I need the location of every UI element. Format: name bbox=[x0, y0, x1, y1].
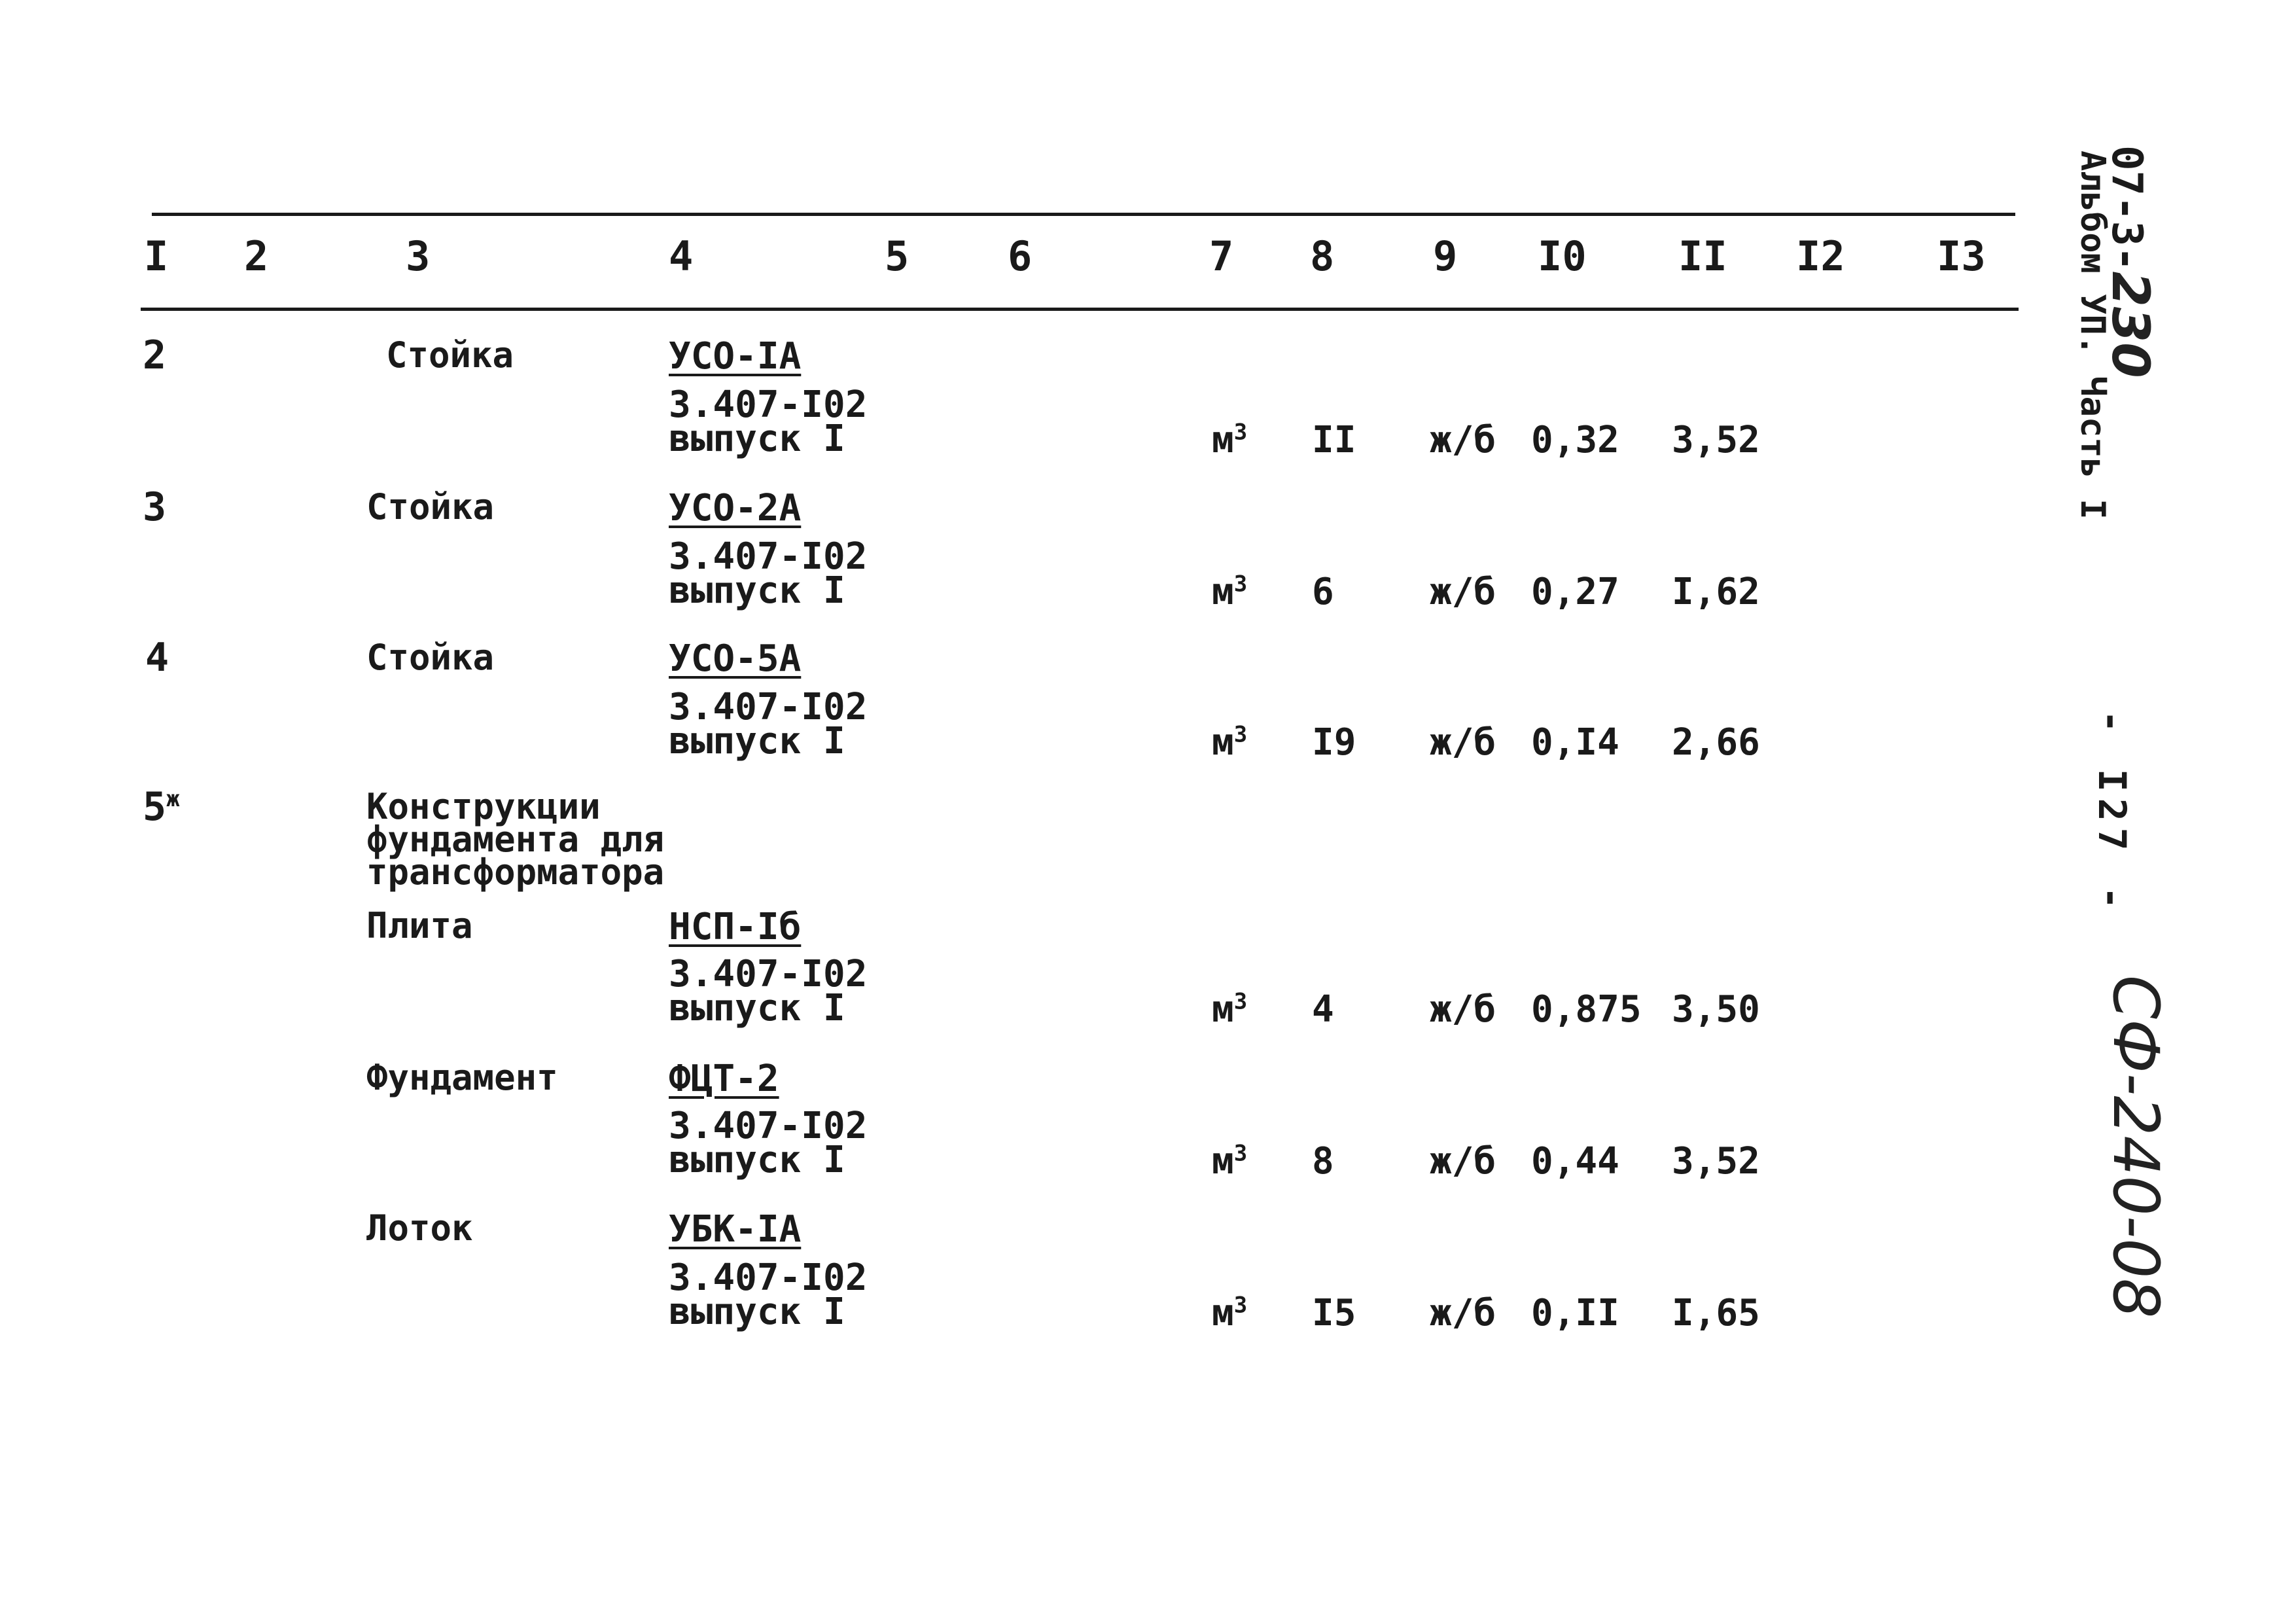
group-name-line-3: трансформатора bbox=[366, 851, 665, 893]
column-header-7: 7 bbox=[1209, 232, 1234, 280]
item-issue: выпуск I bbox=[669, 1139, 845, 1181]
page-number: - I27 - bbox=[2090, 710, 2134, 916]
column-header-9: 9 bbox=[1433, 232, 1458, 280]
item-name: Стойка bbox=[366, 486, 495, 527]
item-code: НСП-Iб bbox=[669, 906, 802, 948]
item-material: ж/б bbox=[1430, 1292, 1496, 1334]
item-issue: выпуск I bbox=[669, 720, 845, 762]
column-header-2: 2 bbox=[244, 232, 269, 280]
item-name: Плита bbox=[366, 905, 473, 946]
column-header-13: I3 bbox=[1937, 232, 1986, 280]
item-issue: выпуск I bbox=[669, 1291, 845, 1333]
column-header-11: II bbox=[1678, 232, 1727, 280]
row-number: 4 bbox=[145, 635, 169, 681]
item-unit: $м^3$ bbox=[1212, 571, 1248, 613]
item-col11: I,65 bbox=[1672, 1292, 1760, 1334]
item-col10: 0,32 bbox=[1531, 419, 1619, 461]
item-material: ж/б bbox=[1430, 988, 1496, 1031]
item-unit: $м^3$ bbox=[1212, 1292, 1248, 1334]
item-name: Стойка bbox=[386, 334, 514, 376]
column-header-10: I0 bbox=[1538, 232, 1587, 280]
item-material: ж/б bbox=[1430, 571, 1496, 613]
item-col10: 0,II bbox=[1531, 1292, 1619, 1334]
group-name-line-1: Конструкции bbox=[366, 786, 601, 827]
item-material: ж/б bbox=[1430, 419, 1496, 461]
item-unit: $м^3$ bbox=[1212, 988, 1248, 1031]
item-quantity: I5 bbox=[1312, 1292, 1356, 1334]
item-code: УБК-IA bbox=[669, 1208, 802, 1251]
item-name: Фундамент bbox=[366, 1057, 558, 1098]
table-header-rule bbox=[141, 308, 2019, 311]
item-quantity: 6 bbox=[1312, 571, 1334, 613]
album-part-label: Альбом УП. Часть I bbox=[2073, 151, 2112, 520]
column-header-1: I bbox=[144, 232, 169, 280]
column-header-5: 5 bbox=[885, 232, 910, 280]
item-unit: $м^3$ bbox=[1212, 1140, 1248, 1183]
table-top-rule bbox=[152, 213, 2015, 216]
column-header-4: 4 bbox=[669, 232, 694, 280]
item-material: ж/б bbox=[1430, 721, 1496, 764]
item-unit: $м^3$ bbox=[1212, 419, 1248, 461]
column-header-8: 8 bbox=[1310, 232, 1335, 280]
series-number-handwritten: 230 bbox=[2100, 271, 2159, 378]
item-code: УСО-5А bbox=[669, 637, 802, 680]
row-number: 2 bbox=[143, 332, 167, 378]
row-number: 3 bbox=[143, 484, 167, 530]
item-col11: 2,66 bbox=[1672, 721, 1760, 764]
item-name: Лоток bbox=[366, 1207, 473, 1249]
row-number: $5^ж$ bbox=[143, 784, 180, 830]
document-code-handwritten: СФ-240-08 bbox=[2099, 975, 2172, 1319]
item-quantity: 4 bbox=[1312, 988, 1334, 1031]
item-issue: выпуск I bbox=[669, 569, 845, 612]
item-code: ФЦТ-2 bbox=[669, 1058, 779, 1100]
column-header-12: I2 bbox=[1796, 232, 1845, 280]
item-standard: 3.407-I02 bbox=[669, 383, 868, 426]
item-issue: выпуск I bbox=[669, 418, 845, 460]
item-name: Стойка bbox=[366, 637, 495, 678]
item-standard: 3.407-I02 bbox=[669, 953, 868, 995]
item-quantity: 8 bbox=[1312, 1140, 1334, 1183]
item-col11: I,62 bbox=[1672, 571, 1760, 613]
column-header-3: 3 bbox=[406, 232, 431, 280]
item-col11: 3,52 bbox=[1672, 419, 1760, 461]
item-material: ж/б bbox=[1430, 1140, 1496, 1183]
item-col10: 0,44 bbox=[1531, 1140, 1619, 1183]
item-quantity: II bbox=[1312, 419, 1356, 461]
item-col10: 0,27 bbox=[1531, 571, 1619, 613]
item-issue: выпуск I bbox=[669, 987, 845, 1029]
item-col11: 3,50 bbox=[1672, 988, 1760, 1031]
item-standard: 3.407-I02 bbox=[669, 686, 868, 728]
item-code: УСО-2А bbox=[669, 487, 802, 529]
item-standard: 3.407-I02 bbox=[669, 1105, 868, 1147]
column-header-6: 6 bbox=[1008, 232, 1033, 280]
item-col11: 3,52 bbox=[1672, 1140, 1760, 1183]
item-col10: 0,I4 bbox=[1531, 721, 1619, 764]
item-standard: 3.407-I02 bbox=[669, 1257, 868, 1299]
item-quantity: I9 bbox=[1312, 721, 1356, 764]
item-code: УСО-IA bbox=[669, 335, 802, 378]
item-unit: $м^3$ bbox=[1212, 721, 1248, 764]
item-col10: 0,875 bbox=[1531, 988, 1642, 1031]
item-standard: 3.407-I02 bbox=[669, 535, 868, 578]
series-number: 07-3-230 bbox=[2100, 145, 2159, 378]
group-name-line-2: фундамента для bbox=[366, 819, 665, 860]
